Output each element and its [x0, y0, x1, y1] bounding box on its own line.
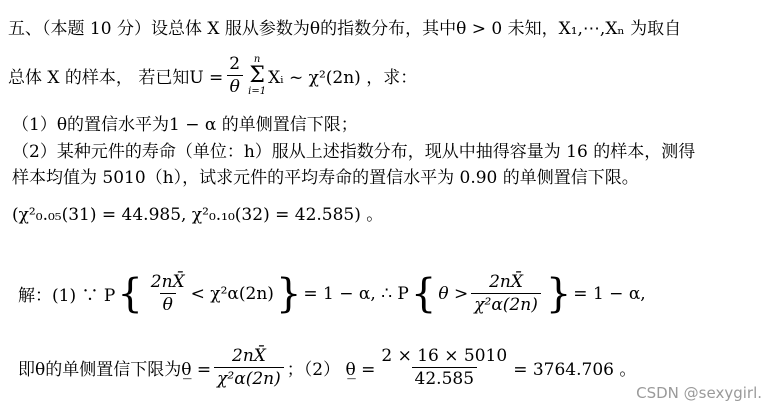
solution-step-1-inequality: < χ²α(2n): [190, 283, 274, 304]
solution-step-2: [18, 346, 636, 389]
fraction-denominator: 42.585: [412, 367, 477, 389]
line2-suffix: Xᵢ ~ χ²(2n) ，求：: [268, 68, 418, 88]
fraction-denominator: χ²α(2n): [214, 367, 284, 389]
numeric-computation-fraction: [378, 346, 510, 389]
solution-fraction-b: [471, 272, 541, 315]
fraction-denominator: χ²α(2n): [471, 293, 541, 315]
lower-limit-formula-fraction: [214, 346, 284, 389]
left-brace: {: [117, 270, 143, 317]
question-part-2-line-1: （2）某种元件的寿命（单位：h）服从上述指数分布，现从中抽得容量为 16 的样本，测得: [12, 142, 696, 162]
fraction-denominator: θ: [227, 75, 243, 97]
fraction-numerator: 2nX̄: [232, 346, 266, 366]
two-over-theta-fraction: [226, 54, 243, 97]
problem-statement-line-2: [8, 54, 417, 97]
right-brace: }: [545, 270, 572, 317]
question-part-2-line-2: 样本均值为 5010（h），试求元件的平均寿命的置信水平为 0.90 的单侧置信下限。: [12, 168, 639, 188]
solution-step-2-prefix: 即θ的单侧置信下限为θ̲ =: [18, 360, 212, 380]
csdn-watermark: CSDN @sexygirl.: [636, 384, 762, 402]
solution-step-1: [18, 272, 646, 315]
summation-upper-limit: n: [253, 53, 261, 65]
fraction-numerator: 2nX̄: [150, 272, 185, 292]
left-brace: {: [410, 270, 437, 317]
summation-lower-limit: i=1: [248, 85, 267, 97]
summation-sign: Σ: [249, 62, 265, 88]
fraction-denominator: θ: [160, 293, 176, 315]
fraction-numerator: 2: [229, 54, 241, 74]
right-brace: }: [275, 270, 302, 317]
summation: [248, 55, 266, 97]
problem-statement-line-1: 五、（本题 10 分）设总体 X 服从参数为θ的指数分布，其中θ > 0 未知，X₁,⋯,Xₙ 为取自: [8, 19, 682, 39]
solution-step-2-result: = 3764.706 。: [513, 360, 637, 380]
solution-fraction-a: [148, 272, 188, 315]
theta-greater-than: θ >: [438, 283, 469, 304]
solution-step-1-prefix: 解：(1) ∵ P: [18, 286, 116, 306]
fraction-numerator: 2 × 16 × 5010: [381, 346, 508, 366]
solution-step-2-middle: ；（2） θ̲ =: [286, 360, 376, 380]
given-chi-square-values: (χ²₀.₀₅(31) = 44.985, χ²₀.₁₀(32) = 42.585) 。: [12, 205, 384, 225]
question-part-1: （1）θ的置信水平为1 − α 的单侧置信下限；: [12, 115, 358, 135]
fraction-numerator: 2nX̄: [489, 272, 523, 292]
solution-step-1-middle: = 1 − α, ∴ P: [303, 283, 409, 304]
solution-step-1-end: = 1 − α,: [573, 283, 646, 304]
line2-prefix: 总体 X 的样本， 若已知U =: [8, 68, 224, 88]
